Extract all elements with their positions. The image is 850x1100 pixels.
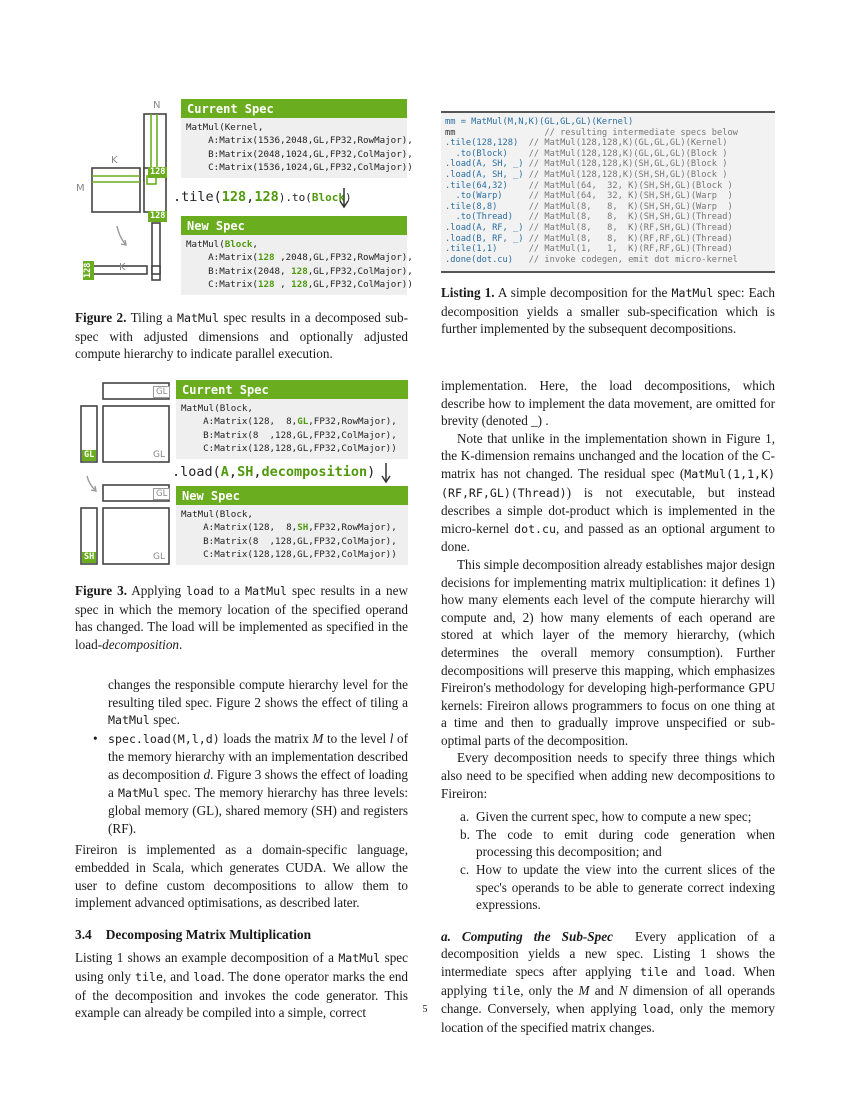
paragraph-design-decisions: This simple decomposition already establishes major design decisions for implementing matrix multiplication: it defines 1) how many elements each level of the compute hierarchy will compute and, 2) how many elements of each operand are stored at which layer of the memory hierarchy, (which determines the overall memory consumption). Further decompositions will preserve this mapping, which emphasizes Fireiron's methodology for developing high-performance GPU kernels: Fireiron allows programmers to focus on one thing at a time and then to gradually improve unspecified or sub-optimal parts of the decomposition. [441, 556, 775, 748]
listing-1 [441, 111, 775, 273]
listing-line [445, 159, 771, 170]
current-spec-body: MatMul(Block, A:Matrix(128, 8,GL,FP32,RowMajor), B:Matrix(8 ,128,GL,FP32,ColMajor), C:Matrix(128,128,GL,FP32,ColMajor)) [176, 399, 408, 459]
right-column-text [441, 377, 775, 1036]
listing-line [445, 202, 771, 213]
listing-line [445, 128, 771, 139]
paragraph-note: Note that unlike in the implementation shown in Figure 1, the K-dimension remains unchanged and the location of the C-matrix has not changed. The residual spec (MatMul(1,1,K)(RF,RF,GL)(Thread)) is not executable, but instead describes a simple dot-product which is implemented in the micro-kernel dot.cu, and passed as an optional argument to done. [441, 430, 775, 555]
new-spec-header: New Spec [176, 486, 408, 505]
left-column-text [75, 676, 408, 1022]
listing-line [445, 170, 771, 181]
label-k: K [111, 155, 118, 166]
paragraph-fireiron-dsl: Fireiron is implemented as a domain-specific language, embedded in Scala, which generates CUDA. We allow the user to define custom decompositions to allow them to implement advanced optimisations, as described later. [75, 842, 408, 911]
listing-line [445, 181, 771, 192]
listing-code: .load(A, SH, _) [445, 169, 529, 180]
new-spec-header: New Spec [181, 216, 407, 235]
listing-comment: // MatMul(128,128,K)(GL,GL,GL)(Kernel) [528, 138, 728, 149]
list-item: a. Given the current spec, how to compute a new spec; [460, 809, 752, 825]
paragraph-listing-intro: Listing 1 shows an example decomposition of a MatMul spec using only tile, and load. The done operator marks the end of the decomposition and invokes the code generator. This example can already be compiled into a simple, correct [75, 950, 409, 1021]
bullet-load: • spec.load(M,l,d) loads the matrix M to the level l of the memory hierarchy with an implementation described as decomposition d. Figure 3 shows the effect of loading a MatMul spec. The memory hierarchy has three levels: global memory (GL), shared memory (SH) and registers (RF). [93, 730, 409, 836]
figure-2-caption: Figure 2. Tiling a MatMul spec results in a decomposed sub-spec with adjusted dimensions and optionally adjusted compute hierarchy to indicate parallel execution. [75, 310, 408, 362]
listing-comment: // MatMul(128,128,K)(GL,GL,GL)(Block ) [528, 148, 728, 159]
listing-line [445, 255, 771, 266]
label-128-c: 128 [83, 262, 93, 278]
label-gl-2: GL [153, 450, 165, 460]
current-spec-header: Current Spec [181, 99, 407, 118]
listing-comment: // MatMul(128,128,K)(SH,SH,GL)(Block ) [528, 169, 728, 180]
paragraph-implementation: implementation. Here, the load decompositions, which describe how to implement the data movement, are omitted for brevity (denoted _) . [441, 378, 775, 429]
listing-comment: // MatMul(8, 8, K)(SH,SH,GL)(Warp ) [528, 201, 733, 212]
paragraph-computing-sub-spec: a. Computing the Sub-Spec Every application of a decomposition yields a new spec. Listing 1 shows the intermediate specs after applying tile and load. When applying tile, only the M and N dimension of all operands change. Conversely, when applying load, only the memory location of the specified matrix changes. [441, 928, 776, 1035]
current-spec-header: Current Spec [176, 380, 408, 399]
listing-line [445, 191, 771, 202]
listing-code: .to(Thread) [445, 212, 529, 223]
listing-code: .tile(1,1) [445, 244, 529, 255]
load-operation: .load(A,SH,decomposition) [172, 464, 376, 480]
listing-code: .load(A, SH, _) [445, 159, 529, 170]
listing-code: mm = MatMul(M,N,K)(GL,GL,GL)(Kernel) [445, 117, 634, 127]
listing-line [445, 149, 771, 160]
listing-comment: // MatMul(128,128,K)(SH,GL,GL)(Block ) [528, 159, 728, 170]
figure-3 [75, 380, 415, 570]
listing-comment: // invoke codegen, emit dot micro-kernel [528, 254, 738, 265]
label-m: M [76, 183, 85, 194]
listing-1-caption: Listing 1. A simple decomposition for the MatMul spec: Each decomposition yields a smaller sub-specification which is further implemented by the subsequent decompositions. [441, 285, 776, 337]
figure-2 [75, 96, 415, 296]
listing-comment: // MatMul(64, 32, K)(SH,SH,GL)(Block ) [528, 180, 733, 191]
listing-line [445, 117, 771, 128]
label-128-b: 128 [150, 211, 166, 221]
listing-code: .tile(64,32) [445, 180, 529, 191]
label-n: N [153, 100, 161, 111]
tile-operation: .tile(128,128).to(Block) [173, 189, 352, 205]
section-heading-3-4: 3.4 Decomposing Matrix Multiplication [75, 926, 312, 942]
new-spec-body: MatMul(Block, A:Matrix(128 ,2048,GL,FP32,RowMajor), B:Matrix(2048, 128,GL,FP32,ColMajor), C:Matrix(128 , 128,GL,FP32,ColMajor)) [181, 235, 407, 295]
listing-comment: // MatMul(8, 8, K)(RF,SH,GL)(Thread) [528, 222, 733, 233]
label-gl-3: GL [153, 488, 170, 500]
list-item: b. The code to emit during code generation when processing this decomposition; and [460, 826, 775, 860]
label-gl-4: GL [153, 552, 165, 562]
listing-line [445, 212, 771, 223]
label-sh-green: SH [84, 552, 95, 562]
listing-line [445, 223, 771, 234]
listing-comment: // MatMul(1, 1, K)(RF,RF,GL)(Thread) [528, 244, 733, 255]
page-number: 5 [422, 1004, 428, 1015]
listing-comment: // MatMul(64, 32, K)(SH,SH,GL)(Warp ) [528, 191, 733, 202]
listing-code: .to(Block) [445, 148, 529, 159]
label-gl-1: GL [153, 386, 170, 398]
listing-line [445, 244, 771, 255]
listing-code: .to(Warp) [445, 191, 529, 202]
listing-code: .tile(128,128) [445, 138, 529, 149]
list-item: c. How to update the view into the current slices of the spec's operands to be able to generate correct indexing expressions. [460, 862, 775, 913]
figure-3-caption: Figure 3. Applying load to a MatMul spec results in a new spec in which the memory location of the specified operand has changed. The load will be implemented as specified in the load-decomposition. [75, 583, 408, 652]
bullet-tile-continued: changes the responsible compute hierarchy level for the resulting tiled spec. Figure 2 shows the effect of tiling a MatMul spec. [108, 677, 408, 728]
down-arrow-icon [339, 187, 349, 209]
current-spec-body: MatMul(Kernel, A:Matrix(1536,2048,GL,FP32,RowMajor), B:Matrix(2048,1024,GL,FP32,ColMajor), C:Matrix(1536,1024,GL,FP32,ColMajor)) [181, 118, 407, 178]
label-128-a: 128 [150, 167, 166, 177]
label-gl-green: GL [84, 450, 95, 460]
enumerated-list [441, 808, 775, 914]
listing-line [445, 138, 771, 149]
listing-comment: // resulting intermediate specs below [544, 127, 738, 138]
down-arrow-icon [381, 462, 391, 484]
listing-comment: // MatMul(8, 8, K)(RF,RF,GL)(Thread) [528, 233, 733, 244]
listing-code: .load(B, RF, _) [445, 233, 529, 244]
listing-code: .done(dot.cu) [445, 254, 529, 265]
listing-line [445, 234, 771, 245]
listing-code: .tile(8,8) [445, 201, 529, 212]
listing-code: mm [445, 127, 545, 138]
label-k2: K [119, 262, 126, 273]
listing-code: .load(A, RF, _) [445, 222, 529, 233]
listing-comment: // MatMul(8, 8, K)(SH,SH,GL)(Thread) [528, 212, 733, 223]
figure-3-diagram [75, 380, 175, 570]
paragraph-three-things: Every decomposition needs to specify three things which also need to be specified when adding new decompositions to Fireiron: [441, 750, 775, 801]
new-spec-body: MatMul(Block, A:Matrix(128, 8,SH,FP32,RowMajor), B:Matrix(8 ,128,GL,FP32,ColMajor), C:Matrix(128,128,GL,FP32,ColMajor)) [176, 505, 408, 565]
